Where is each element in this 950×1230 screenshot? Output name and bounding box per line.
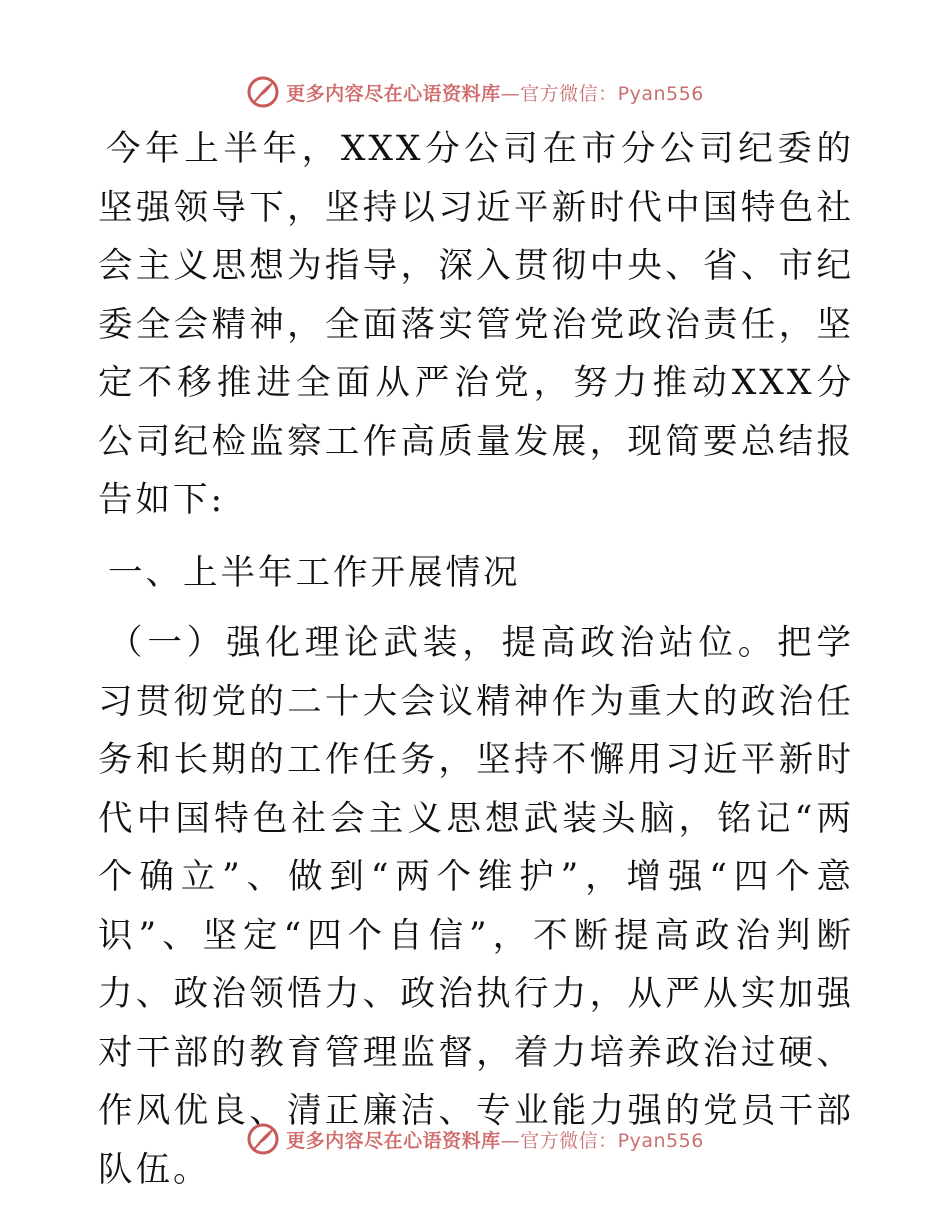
section-heading: 一、上半年工作开展情况 xyxy=(108,552,521,593)
document-body xyxy=(98,120,854,1199)
watermark-plain-text: —官方微信：Pyan556 xyxy=(500,1129,704,1152)
watermark-text xyxy=(286,1126,704,1153)
watermark-bold-text: 更多内容尽在心语资料库 xyxy=(286,1129,501,1152)
watermark-bold-text: 更多内容尽在心语资料库 xyxy=(286,82,501,105)
watermark-text xyxy=(286,79,704,106)
feather-logo-icon xyxy=(246,1122,280,1156)
feather-logo-icon xyxy=(246,75,280,109)
paragraph-intro: 今年上半年，XXX分公司在市分公司纪委的坚强领导下，坚持以习近平新时代中国特色社会主义思想为指导，深入贯彻中央、省、市纪委全会精神，全面落实管党治党政治责任，坚定不移推进全面从严治党，努力推动XXX分公司纪检监察工作高质量发展，现简要总结报告如下: xyxy=(98,129,854,520)
footer-watermark xyxy=(0,1119,950,1159)
watermark-plain-text: —官方微信：Pyan556 xyxy=(500,82,704,105)
header-watermark xyxy=(0,72,950,112)
paragraph-section-1: （一）强化理论武装，提高政治站位。把学习贯彻党的二十大会议精神作为重大的政治任务和长期的工作任务，坚持不懈用习近平新时代中国特色社会主义思想武装头脑，铭记“两个确立”、做到“两个维护”，增强“四个意识”、坚定“四个自信”，不断提高政治判断力、政治领悟力、政治执行力，从严从实加强对干部的教育管理监督，着力培养政治过硬、作风优良、清正廉洁、专业能力强的党员干部队伍。 xyxy=(98,623,854,1190)
